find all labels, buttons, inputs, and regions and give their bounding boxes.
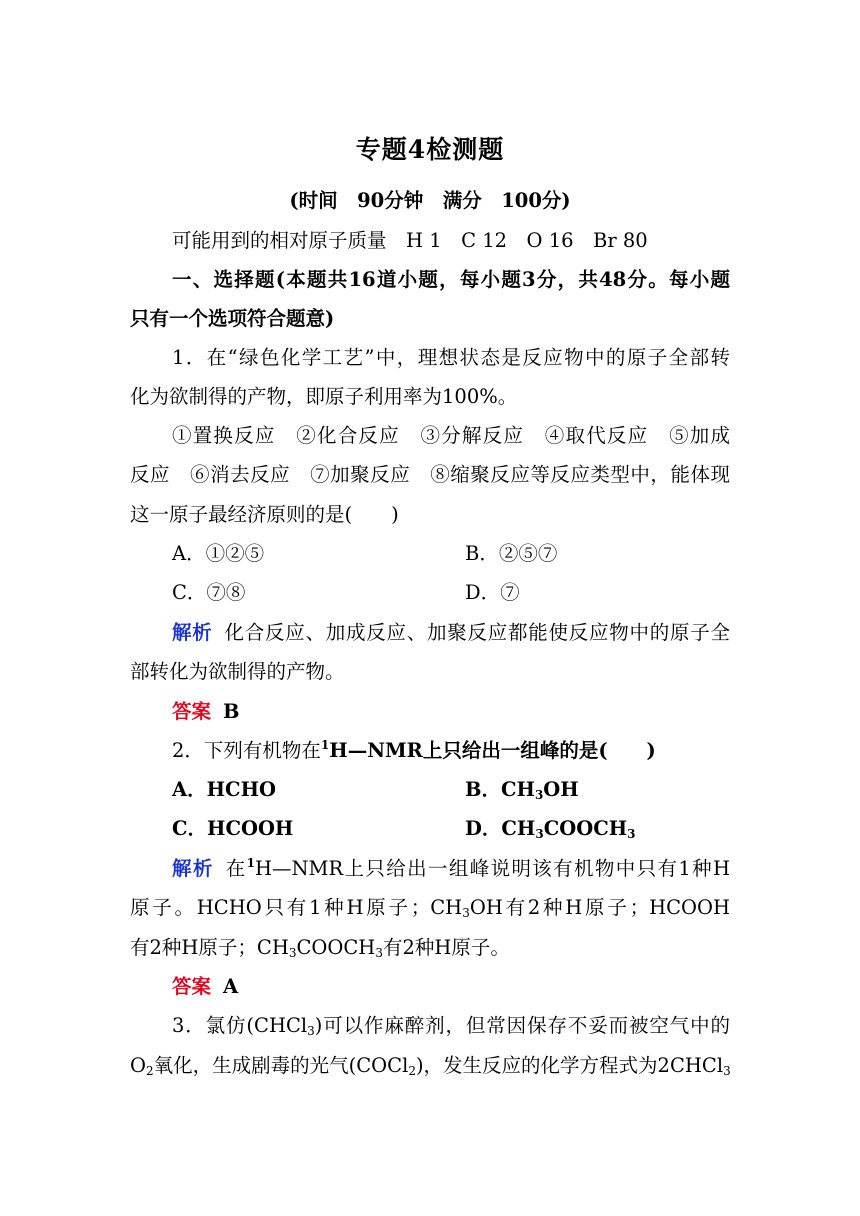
q2-an3-sub1: 3 (288, 946, 297, 960)
q2-options-row1 (172, 777, 730, 803)
q2-an1-b: H—NMR上只给出一组峰说明该有机物中只有1种H (254, 857, 730, 880)
q2-option-c: C．HCOOH (172, 817, 294, 840)
q2-stem-sup: 1 (320, 738, 330, 752)
q2-option-b-a: B．CH (465, 778, 535, 801)
q1-analysis-line1 (172, 620, 730, 646)
q3-l1-sub: 3 (307, 1024, 315, 1038)
q2-stem (172, 738, 730, 764)
q2-analysis-line3 (130, 935, 730, 961)
q2-an3-sub2: 3 (375, 946, 383, 960)
q2-option-d (465, 816, 636, 842)
atomic-masses: 可能用到的相对原子质量 H 1 C 12 O 16 Br 80 (172, 229, 648, 252)
q1-answer (172, 699, 730, 725)
q1-stem-line4: 反应 ⑥消去反应 ⑦加聚反应 ⑧缩聚反应等反应类型中，能体现 (130, 463, 730, 486)
q1-option-c: C．⑦⑧ (172, 581, 246, 604)
answer-label: 答案 (172, 975, 212, 998)
q2-answer (172, 974, 730, 1000)
q1-stem-line5: 这一原子最经济原则的是( ) (130, 503, 399, 526)
q3-l2-sub3: 3 (723, 1064, 731, 1078)
q2-analysis-line2 (130, 895, 730, 921)
q3-l2-sub1: 2 (146, 1064, 154, 1078)
q2-options-row2 (172, 816, 730, 842)
q1-analysis-line2: 部转化为欲制得的产物。 (130, 660, 345, 683)
page-title: 专题4检测题 (355, 135, 505, 164)
q2-option-d-b: COOCH (543, 817, 628, 840)
q3-stem-line2 (130, 1053, 730, 1079)
q2-option-b-b: OH (543, 778, 579, 801)
q2-an3-a: 有2种H原子；CH (130, 936, 289, 959)
q1-option-a: A．①②⑤ (172, 542, 265, 565)
q2-an1-sup: 1 (246, 856, 255, 870)
q3-l2-sub2: 2 (408, 1064, 416, 1078)
q1-option-b: B．②⑤⑦ (465, 542, 558, 565)
q3-l1-a: 3．氯仿(CHCl (172, 1014, 308, 1037)
q2-option-d-a: D．CH (465, 817, 536, 840)
q2-option-d-sub1: 3 (535, 827, 544, 841)
q3-stem-line1 (172, 1013, 730, 1039)
q2-analysis-line1 (172, 856, 730, 882)
q2-an2-sub: 3 (462, 906, 470, 920)
section-heading-line1: 一、选择题(本题共16道小题，每小题3分，共48分。每小题 (172, 268, 730, 291)
q2-answer-value: A (223, 975, 239, 998)
q2-an2-a: 原子。HCHO只有1种H原子；CH (130, 896, 463, 919)
analysis-label: 解析 (172, 621, 213, 644)
q3-l2-c: )，发生反应的化学方程式为2CHCl (415, 1054, 724, 1077)
q1-stem-line3: ①置换反应 ②化合反应 ③分解反应 ④取代反应 ⑤加成 (172, 424, 730, 447)
q2-an1-a: 在 (225, 857, 247, 880)
q2-option-b-sub: 3 (534, 788, 544, 802)
q2-an2-b: OH有2种H原子；HCOOH (469, 896, 730, 919)
exam-meta: (时间 90分钟 满分 100分) (289, 189, 571, 212)
q2-option-a: A．HCHO (172, 778, 276, 801)
answer-label: 答案 (172, 700, 212, 723)
q2-option-b (465, 777, 579, 803)
q1-analysis-text1: 化合反应、加成反应、加聚反应都能使反应物中的原子全 (224, 621, 730, 644)
q1-stem-line1: 1．在“绿色化学工艺”中，理想状态是反应物中的原子全部转 (172, 346, 730, 369)
q1-options-row1 (172, 541, 730, 567)
q2-an3-b: COOCH (296, 936, 376, 959)
q3-l1-b: )可以作麻醉剂，但常因保存不妥而被空气中的 (314, 1014, 730, 1037)
q1-option-d: D．⑦ (465, 581, 520, 604)
q1-stem-line2: 化为欲制得的产物，即原子利用率为100%。 (130, 385, 518, 408)
q2-option-d-sub2: 3 (627, 827, 636, 841)
q1-answer-value: B (223, 700, 240, 723)
q2-an3-c: 有2种H原子。 (382, 936, 510, 959)
q3-l2-a: O (130, 1054, 146, 1077)
section-heading-line2: 只有一个选项符合题意) (130, 307, 335, 330)
q2-stem-b: H—NMR上只给出一组峰的是( ) (329, 739, 656, 762)
q3-l2-b: 氧化，生成剧毒的光气(COCl (153, 1054, 409, 1077)
q1-options-row2 (172, 580, 730, 606)
analysis-label: 解析 (172, 857, 214, 880)
q2-stem-a: 2．下列有机物在 (172, 739, 321, 762)
